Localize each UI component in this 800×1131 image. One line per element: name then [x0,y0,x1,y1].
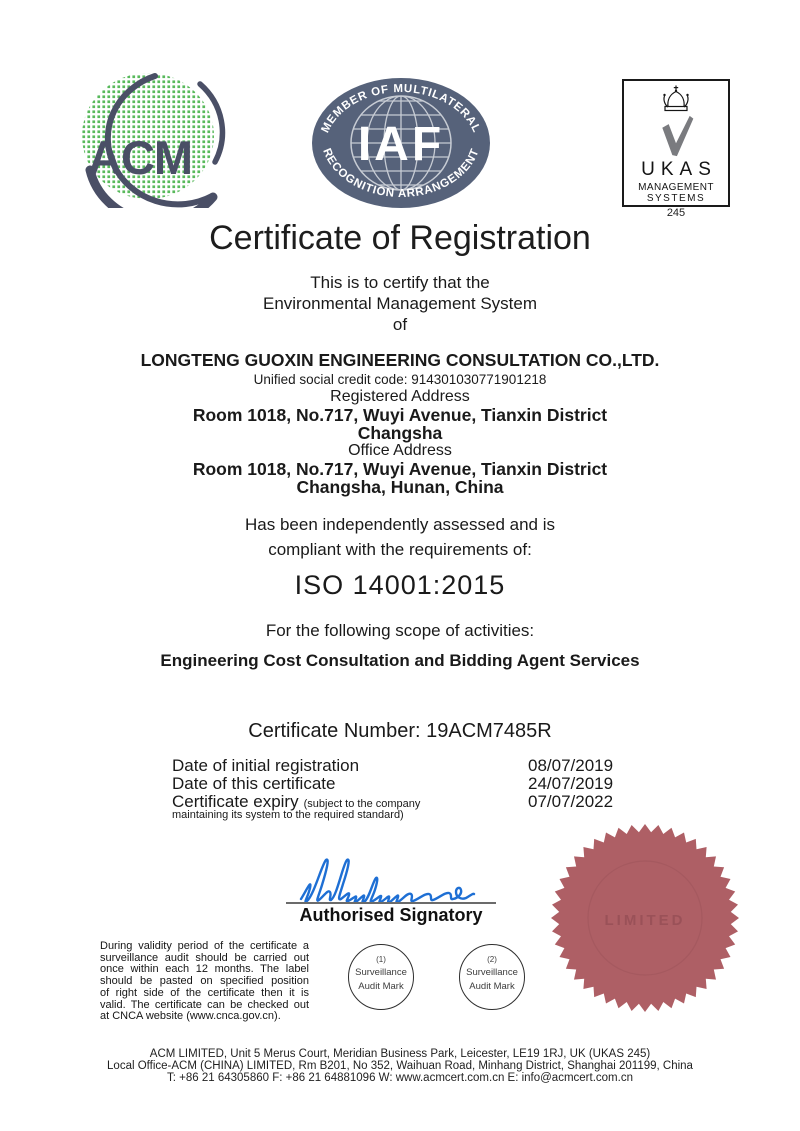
certificate-number [0,720,800,743]
intro-line2: Environmental Management System [262,294,538,313]
acm-logo-text: ACM [88,131,193,184]
validity-line: During validity period of the certificate a [100,940,309,952]
assessment-line1: Has been independently assessed and is [245,515,555,534]
iaf-logo [310,76,492,210]
surveillance-audit-mark-1 [348,944,414,1010]
validity-line: at CNCA website (www.cnca.gov.cn). [100,1010,281,1023]
seal-embossed-text: LIMITED [604,912,686,929]
signature-stroke [301,860,474,903]
embossed-seal [550,823,740,1013]
office-address-line1: Room 1018, No.717, Wuyi Avenue, Tianxin District [192,459,608,479]
company-block [0,350,800,496]
audit-mark-line1: Surveillance [355,967,407,978]
registered-address-line1: Room 1018, No.717, Wuyi Avenue, Tianxin District [192,405,608,425]
date-certificate-value: 24/07/2019 [528,774,614,793]
iaf-arc-top-text: MEMBER OF MULTILATERAL [319,82,483,135]
company-name: LONGTENG GUOXIN ENGINEERING CONSULTATION CO.,LTD. [140,350,660,370]
intro-line1: This is to certify that the [310,273,490,292]
audit-mark-number: (1) [376,955,386,964]
standard-name: ISO 14001:2015 [294,570,506,600]
date-row [0,792,800,810]
surveillance-audit-mark-2 [459,944,525,1010]
date-expiry-note1: (subject to the company [303,798,421,810]
validity-line: should be pasted on specified position [100,975,309,988]
office-address-label: Office Address [348,442,452,459]
intro-block [0,272,800,335]
intro-line3: of [392,315,408,334]
page-title: Certificate of Registration [209,219,591,257]
iaf-center-text: IAF [357,118,445,171]
iaf-arc-bottom-text: RECOGNITION ARRANGEMENT [320,146,482,201]
ukas-management: MANAGEMENT [638,182,714,193]
ukas-number: 245 [666,207,686,219]
assessment-block [0,512,800,562]
date-expiry-value: 07/07/2022 [528,792,614,811]
signature-label: Authorised Signatory [299,905,483,925]
company-credit-code: Unified social credit code: 914301030771901218 [253,372,547,387]
validity-note [100,941,309,1023]
date-row [0,774,800,792]
certificate-number-value: 19ACM7485R [426,720,552,742]
date-certificate-label: Date of this certificate [172,774,336,793]
registered-address-line2: Changsha [357,423,443,443]
signature-ink [295,850,480,908]
signature-line [286,902,496,904]
date-initial-value: 08/07/2019 [528,756,614,775]
footer-line1: ACM LIMITED, Unit 5 Merus Court, Meridian Business Park, Leicester, LE19 1RJ, UK (UKAS 245) [149,1048,651,1060]
footer-line2: Local Office-ACM (CHINA) LIMITED, Rm B201, No 352, Waihuan Road, Minhang District, Shanghai 201199, China [107,1060,693,1073]
validity-line: surveillance audit should be carried out [100,951,309,964]
date-expiry-note2: maintaining its system to the required standard) [172,809,404,821]
ukas-systems: SYSTEMS [646,193,706,204]
audit-mark-line2: Audit Mark [358,981,404,992]
audit-mark-line1: Surveillance [466,967,518,978]
scope-label: For the following scope of activities: [265,621,535,640]
acm-logo [72,70,252,208]
audit-mark-line2: Audit Mark [469,981,515,992]
certificate-number-label: Certificate Number: [248,720,421,742]
date-initial-label: Date of initial registration [172,756,360,775]
ukas-logo [622,79,730,207]
date-expiry-label-text: Certificate expiry [172,792,299,811]
scope-text: Engineering Cost Consultation and Bidding Agent Services [160,651,640,670]
dates-section [0,756,800,826]
ukas-name: UKAS [641,159,717,180]
audit-mark-number: (2) [487,955,497,964]
date-row [0,756,800,774]
footer-block [0,1048,800,1085]
ukas-check-icon [653,115,699,157]
crown-icon [659,85,693,112]
assessment-line2: compliant with the requirements of: [268,540,532,559]
registered-address-label: Registered Address [330,388,470,405]
validity-line: valid. The certificate can be checked out [100,998,309,1011]
validity-line: of right side of the certificate then it is [100,986,309,999]
footer-line3: T: +86 21 64305860 F: +86 21 64881096 W: www.acmcert.com.cn E: info@acmcert.com.cn [167,1072,633,1085]
validity-line: once within each 12 months. The label [100,963,309,976]
office-address-line2: Changsha, Hunan, China [296,477,504,497]
